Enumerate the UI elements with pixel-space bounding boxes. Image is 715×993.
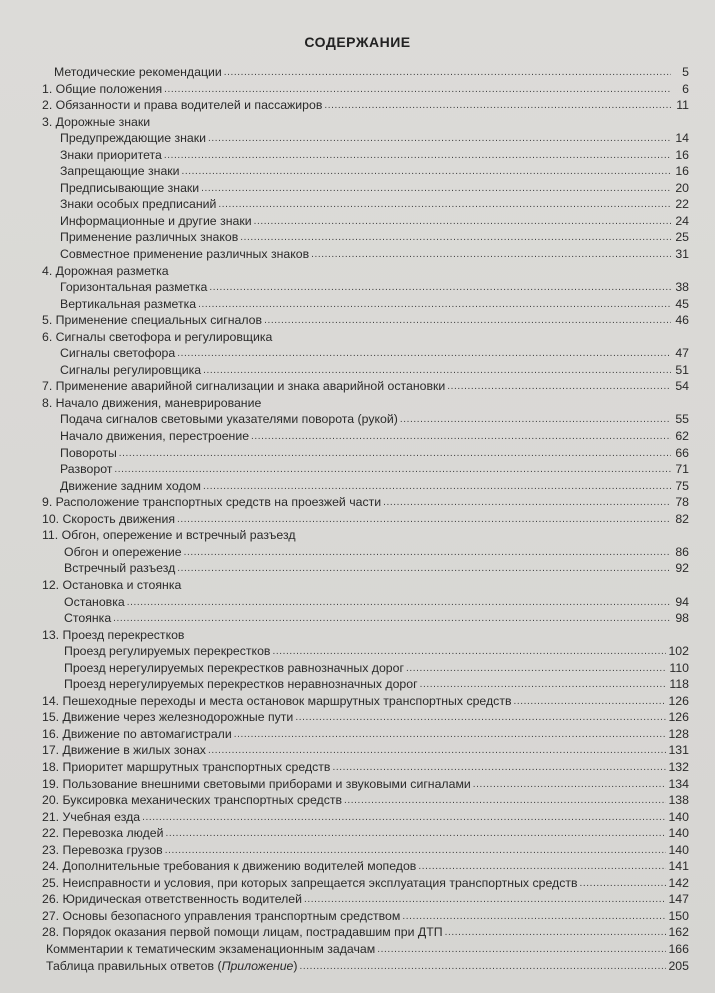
toc-entry: [0, 891, 715, 908]
toc-entry-page-number: 82: [675, 511, 689, 526]
toc-entry-page-number: 140: [668, 809, 689, 824]
dot-leader: [177, 510, 671, 529]
toc-entry: [0, 378, 715, 395]
toc-entry-text: 17. Движение в жилых зонах: [42, 743, 206, 758]
toc-entry-label: [42, 858, 416, 875]
toc-entry-text: 7. Применение аварийной сигнализации и знака аварийной остановки: [42, 379, 446, 394]
toc-entry: [0, 759, 715, 776]
toc-entry-page-number: 55: [675, 412, 689, 427]
toc-entry-text: 5. Применение специальных сигналов: [42, 313, 263, 328]
dot-leader: [447, 377, 671, 396]
toc-entry-page-number: 62: [675, 429, 689, 444]
toc-entry-text: Горизонтальная разметка: [60, 280, 208, 295]
toc-entry-text: Сигналы светофора: [60, 346, 176, 361]
toc-entry-label: [60, 279, 207, 296]
toc-entry-label: [64, 594, 125, 611]
toc-entry-text: Предупреждающие знаки: [60, 131, 206, 146]
toc-entry-page-number: 51: [675, 362, 689, 377]
toc-entry: [0, 147, 715, 164]
toc-entry: [0, 81, 715, 98]
toc-entry-text: Методические рекомендации: [54, 65, 222, 79]
toc-entry-page-number: 166: [668, 941, 689, 956]
toc-entry: [0, 494, 715, 511]
toc-entry-page-number: 102: [668, 644, 689, 659]
toc-entry: [0, 941, 715, 958]
toc-entry: [0, 97, 715, 114]
toc-entry-page-number: 16: [675, 164, 689, 179]
toc-entry-page-number: 118: [669, 677, 689, 692]
toc-entry-label: [42, 742, 206, 759]
toc-entry-label: [60, 428, 249, 445]
toc-entry-page-number: 126: [668, 693, 689, 708]
toc-entry-text: Комментарии к тематическим экзаменационным задачам: [46, 941, 376, 956]
toc-entry-page-number: 11: [676, 98, 689, 113]
toc-entry: [0, 329, 715, 346]
toc-entry: [0, 825, 715, 842]
toc-entry: [0, 196, 715, 213]
toc-entry-label: [46, 958, 298, 975]
toc-entry-label: [42, 709, 293, 726]
toc-entry-label: [42, 511, 175, 528]
toc-entry-page-number: 46: [675, 313, 689, 328]
toc-entry-label: [60, 163, 180, 180]
toc-entry-label: [42, 825, 164, 842]
toc-entry-label: [60, 246, 309, 263]
toc-entry: [0, 776, 715, 793]
toc-entry-text: Разворот: [60, 462, 113, 477]
toc-entry-label: [60, 147, 162, 164]
toc-entry-label: [60, 445, 117, 462]
toc-entry-label: [42, 809, 140, 826]
toc-entry-label: [42, 908, 400, 925]
toc-entry: [0, 296, 715, 313]
toc-entry-label: [60, 411, 398, 428]
toc-entry-page-number: 22: [675, 197, 689, 212]
toc-entry: [0, 858, 715, 875]
toc-entry-label: [60, 213, 252, 230]
dot-leader: [264, 311, 671, 330]
toc-entry-text: 14. Пешеходные переходы и места остановок маршрутных транспортных средств: [42, 693, 512, 708]
toc-entry-text: 28. Порядок оказания первой помощи лицам, пострадавшим при ДТП: [42, 925, 443, 940]
toc-entry-text: Стоянка: [64, 611, 112, 626]
toc-entry-label: [42, 312, 262, 329]
toc-entry-page-number: 5: [682, 65, 689, 79]
toc-entry-page-number: 98: [675, 611, 689, 626]
toc-entry: [0, 627, 715, 644]
toc-entry-page-number: 45: [675, 296, 689, 311]
toc-entry-label: [42, 494, 381, 511]
toc-entry-page-number: 24: [675, 213, 689, 228]
toc-entry: [0, 163, 715, 180]
toc-entry-page-number: 205: [668, 958, 689, 973]
toc-entry: [0, 279, 715, 296]
toc-entry-text: Обгон и опережение: [64, 544, 182, 559]
toc-entry: [0, 246, 715, 263]
page-title: СОДЕРЖАНИЕ: [304, 34, 411, 50]
toc-entry: [0, 130, 715, 147]
toc-entry-label: [64, 544, 182, 561]
toc-entry-page-number: 140: [668, 842, 689, 857]
toc-entry-text: 21. Учебная езда: [42, 809, 141, 824]
toc-entry: [0, 875, 715, 892]
toc-entry-page-number: 138: [668, 793, 689, 808]
toc-entry-label: [42, 329, 272, 346]
toc-entry-label: [42, 759, 330, 776]
toc-entry-text: Предписывающие знаки: [60, 180, 200, 195]
toc-entry-page-number: 132: [668, 759, 689, 774]
toc-entry-page-number: 94: [675, 594, 689, 609]
toc-entry: [0, 809, 715, 826]
toc-entry: [0, 411, 715, 428]
toc-entry-page-number: 142: [668, 875, 689, 890]
toc-entry-text: 18. Приоритет маршрутных транспортных средств: [42, 759, 331, 774]
toc-entry-page-number: 162: [668, 925, 689, 940]
dot-leader: [113, 609, 671, 628]
toc-entry-label: [42, 378, 445, 395]
toc-entry-page-number: 140: [668, 826, 689, 841]
toc-entry-label: [42, 527, 296, 544]
toc-entry-text: Таблица правильных ответов (: [46, 958, 222, 973]
toc-entry-text: 25. Неисправности и условия, при которых запрещается эксплуатация транспортных средств: [42, 875, 578, 890]
toc-entry: [0, 395, 715, 412]
toc-entry-text: 27. Основы безопасного управления транспортным средством: [42, 908, 401, 923]
toc-entry-text: Подача сигналов световыми указателями поворота (рукой): [60, 412, 398, 427]
toc-entry-page-number: 25: [675, 230, 689, 245]
toc-entry-text: Применение различных знаков: [60, 230, 239, 245]
toc-entry-label: [60, 196, 216, 213]
toc-entry: [0, 527, 715, 544]
toc-entry-page-number: 6: [682, 81, 689, 96]
toc-entry-label: [64, 676, 418, 693]
toc-entry: [0, 180, 715, 197]
toc-entry: [0, 560, 715, 577]
toc-entry-label: [46, 941, 375, 958]
toc-entry-italic-text: Приложение: [221, 958, 294, 973]
toc-entry-label: [60, 362, 201, 379]
toc-entry-page-number: 110: [669, 660, 689, 675]
toc-entry: [0, 114, 715, 131]
toc-entry-label: [64, 610, 111, 627]
toc-entry-text: 9. Расположение транспортных средств на проезжей части: [42, 495, 382, 510]
toc-entry: [0, 660, 715, 677]
toc-entry: [0, 643, 715, 660]
toc-entry-text: Запрещающие знаки: [60, 164, 180, 179]
toc-entry: [0, 64, 715, 81]
toc-entry-page-number: 126: [668, 710, 689, 725]
toc-entry-text: 4. Дорожная разметка: [42, 263, 169, 278]
toc-entry-page-number: 66: [675, 445, 689, 460]
toc-entry-label: [60, 461, 112, 478]
toc-entry-text: Движение задним ходом: [60, 478, 201, 493]
toc-entry-page-number: 86: [675, 544, 689, 559]
toc-entry-page-number: 54: [675, 379, 689, 394]
toc-entry-text: 10. Скорость движения: [42, 511, 175, 526]
toc-entry: [0, 676, 715, 693]
toc-entry-text: 22. Перевозка людей: [42, 826, 164, 841]
toc-entry-label: [42, 693, 512, 710]
toc-entry-label: [60, 180, 199, 197]
toc-entry-text: 13. Проезд перекрестков: [42, 627, 185, 642]
toc-entry: [0, 345, 715, 362]
toc-entry-text: 3. Дорожные знаки: [42, 114, 151, 129]
toc-entry: [0, 610, 715, 627]
toc-entry-label: [54, 64, 222, 81]
toc-entry-page-number: 16: [675, 147, 689, 162]
toc-entry-label: [42, 924, 443, 941]
toc-entry-text: 20. Буксировка механических транспортных средств: [42, 793, 343, 808]
toc-entry-label: [42, 395, 261, 412]
toc-entry-label: [64, 643, 270, 660]
toc-entry-text: 24. Дополнительные требования к движению водителей мопедов: [42, 859, 417, 874]
toc-entry-page-number: 78: [675, 495, 689, 510]
toc-entry-page-number: 47: [675, 346, 689, 361]
toc-entry-page-number: 147: [668, 892, 689, 907]
toc-entry: [0, 577, 715, 594]
toc-entry: [0, 461, 715, 478]
toc-entry-label: [42, 81, 162, 98]
toc-entry: [0, 478, 715, 495]
toc-entry-text: 26. Юридическая ответственность водителей: [42, 892, 303, 907]
toc-entry-label: [60, 478, 201, 495]
toc-entry-text: Проезд нерегулируемых перекрестков равнозначных дорог: [64, 660, 404, 675]
toc-entry: [0, 229, 715, 246]
toc-entry-page-number: 75: [675, 478, 689, 493]
dot-leader: [324, 96, 671, 115]
toc-entry-label: [42, 263, 169, 280]
toc-entry-page-number: 131: [668, 743, 689, 758]
toc-entry-text: 19. Пользование внешними световыми приборами и звуковыми сигналами: [42, 776, 471, 791]
toc-entry-label: [60, 345, 175, 362]
toc-entry-text: 11. Обгон, опережение и встречный разъезд: [42, 528, 296, 543]
toc-entry-text: Знаки особых предписаний: [60, 197, 217, 212]
toc-entry-text: 8. Начало движения, маневрирование: [42, 395, 262, 410]
toc-entry: [0, 544, 715, 561]
toc-entry-page-number: 14: [675, 131, 689, 146]
toc-entry: [0, 428, 715, 445]
toc-entry-page-number: 20: [675, 180, 689, 195]
toc-entry-page-number: 71: [675, 462, 689, 477]
toc-entry-label: [60, 229, 238, 246]
toc-entry-page-number: 38: [675, 280, 689, 295]
dot-leader: [177, 559, 671, 578]
toc-entry: [0, 594, 715, 611]
toc-entry-text: Проезд нерегулируемых перекрестков неравнозначных дорог: [64, 677, 418, 692]
toc-entry-label: [42, 875, 578, 892]
toc-entry-label: [60, 296, 196, 313]
toc-entry-text: Информационные и другие знаки: [60, 213, 252, 228]
toc-entry-text: Знаки приоритета: [60, 147, 162, 162]
toc-entry-label: [42, 114, 150, 131]
toc-entry: [0, 693, 715, 710]
toc-entry-label: [60, 130, 206, 147]
toc-entry-text: 1. Общие положения: [42, 81, 163, 96]
toc-entry-label: [42, 627, 184, 644]
toc-entry-label: [64, 660, 404, 677]
toc-entry-text: Совместное применение различных знаков: [60, 247, 310, 262]
toc-entry-text: Начало движения, перестроение: [60, 429, 250, 444]
toc-entry-page-number: 134: [668, 776, 689, 791]
toc-entry-text: 15. Движение через железнодорожные пути: [42, 710, 294, 725]
toc-entry-text: Сигналы регулировщика: [60, 362, 202, 377]
toc-entry-label: [42, 577, 181, 594]
toc-entry: [0, 445, 715, 462]
toc-entry: [0, 362, 715, 379]
toc-entry-page-number: 141: [668, 859, 689, 874]
toc-entry: [0, 958, 715, 975]
toc-entry-label: [42, 726, 232, 743]
toc-entry-text: 16. Движение по автомагистрали: [42, 726, 232, 741]
toc-entry: [0, 263, 715, 280]
toc-entry-text: Остановка: [64, 594, 125, 609]
toc-entry-page-number: 128: [668, 726, 689, 741]
toc-entry-label: [42, 842, 163, 859]
toc-entry: [0, 726, 715, 743]
toc-entry-label: [42, 776, 471, 793]
toc-entry-text: 23. Перевозка грузов: [42, 842, 163, 857]
toc-entry: [0, 213, 715, 230]
toc-entry-text: 6. Сигналы светофора и регулировщика: [42, 329, 273, 344]
toc-entry-text: 2. Обязанности и права водителей и пассажиров: [42, 98, 323, 113]
toc-entry-text: Встречный разъезд: [64, 561, 176, 576]
toc-entry: [0, 842, 715, 859]
toc-entry-page-number: 31: [675, 247, 689, 262]
toc-entry-text: Вертикальная разметка: [60, 296, 197, 311]
toc-entry-label: [64, 560, 175, 577]
toc-entry-page-number: 150: [668, 908, 689, 923]
toc-entry-text-end: ): [293, 958, 298, 973]
toc-entry: [0, 742, 715, 759]
dot-leader: [300, 957, 667, 976]
toc-entry: [0, 924, 715, 941]
toc-entry-page-number: 92: [675, 561, 689, 576]
toc-entry-label: [42, 97, 322, 114]
toc-entry-text: Повороты: [60, 445, 117, 460]
toc-entry-text: 12. Остановка и стоянка: [42, 577, 182, 592]
toc-entry-label: [42, 891, 302, 908]
toc-entry: [0, 709, 715, 726]
toc-entry: [0, 511, 715, 528]
toc-entry: [0, 792, 715, 809]
toc-entry: [0, 312, 715, 329]
toc-entry-label: [42, 792, 342, 809]
table-of-contents: [0, 64, 715, 974]
toc-entry: [0, 908, 715, 925]
dot-leader: [311, 245, 671, 264]
toc-entry-text: Проезд регулируемых перекрестков: [64, 644, 271, 659]
